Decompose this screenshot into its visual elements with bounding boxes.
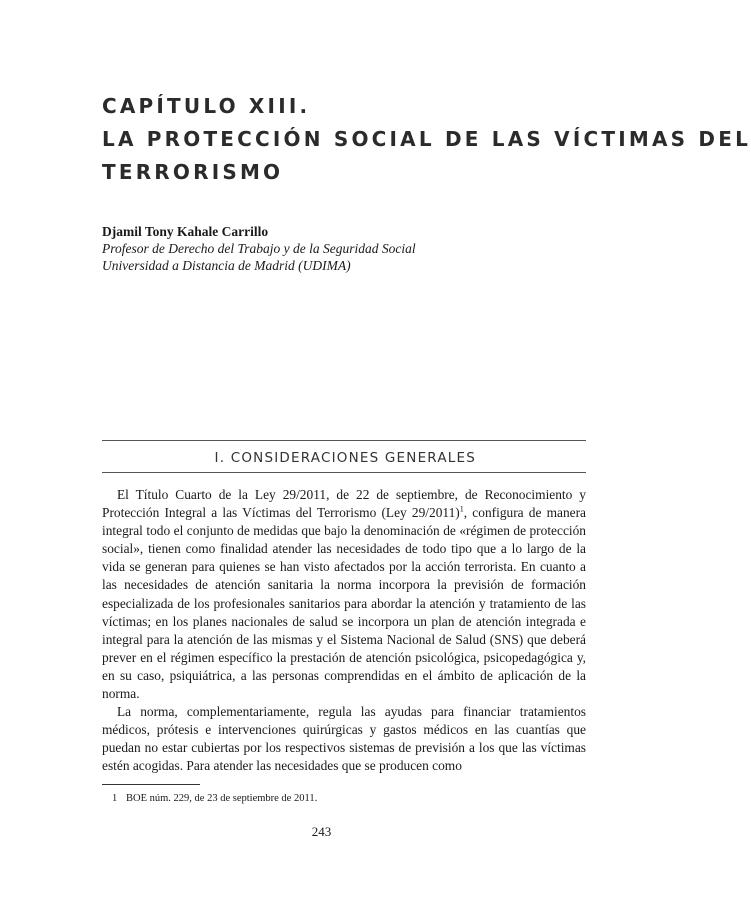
author-block bbox=[102, 223, 582, 274]
paragraph-1-part-1: El Título Cuarto de la Ley 29/2011, de 22 de septiembre, de Reconocimiento y Protección Integral a las Víctimas del Terrorismo (Ley 29/2011) bbox=[102, 487, 586, 521]
author-institution: Universidad a Distancia de Madrid (UDIMA) bbox=[102, 258, 351, 273]
section-top-rule bbox=[102, 440, 586, 441]
page-number: 243 bbox=[311, 824, 332, 839]
body-text bbox=[102, 486, 586, 776]
chapter-title bbox=[102, 90, 751, 189]
author-position: Profesor de Derecho del Trabajo y de la Seguridad Social bbox=[102, 241, 416, 256]
paragraph-1 bbox=[102, 486, 586, 703]
chapter-title-line-1: CAPÍTULO XIII. bbox=[102, 94, 311, 118]
section-heading bbox=[102, 450, 586, 466]
section-heading-text: I. CONSIDERACIONES GENERALES bbox=[214, 450, 476, 466]
section-bottom-rule bbox=[102, 472, 586, 473]
footnote-reference: 1 bbox=[459, 504, 464, 514]
paragraph-2: La norma, complementariamente, regula las ayudas para financiar tratamientos médicos, prótesis e intervenciones quirúrgicas y gastos médicos en las cuantías que puedan no estar cubiertas por los respectivos sistemas de previsión a los que las víctimas estén acogidas. Para atender las necesidades que se producen como bbox=[102, 704, 586, 774]
footnote-text: BOE núm. 229, de 23 de septiembre de 2011. bbox=[126, 793, 318, 804]
chapter-title-line-2: LA PROTECCIÓN SOCIAL DE LAS VÍCTIMAS DEL bbox=[102, 127, 751, 151]
chapter-title-line-3: TERRORISMO bbox=[102, 160, 284, 184]
footnote bbox=[112, 792, 582, 805]
author-name: Djamil Tony Kahale Carrillo bbox=[102, 224, 269, 239]
footnote-rule bbox=[102, 784, 200, 785]
footnote-number: 1 bbox=[112, 793, 118, 804]
paragraph-1-part-2: , configura de manera integral todo el conjunto de medidas que bajo la denominación de «régimen de protección social», tienen como finalidad atender las necesidades de todo tipo que a lo largo de la vida se generan para quienes se han visto afectados por la acción terrorista. En cuanto a las necesidades de atención sanitaria la norma incorpora la previsión de formación especializada de los profesionales sanitarios para abordar la atención y tratamiento de las víctimas; en los planes nacionales de salud se incorpora un plan de atención integrada e integral para la atención de las mismas y el Sistema Nacional de Salud (SNS) que deberá prever en el régimen específico la prestación de atención psicológica, psicopedagógica y, en su caso, psiquiátrica, a las personas comprendidas en el ámbito de aplicación de la norma. bbox=[102, 505, 586, 702]
